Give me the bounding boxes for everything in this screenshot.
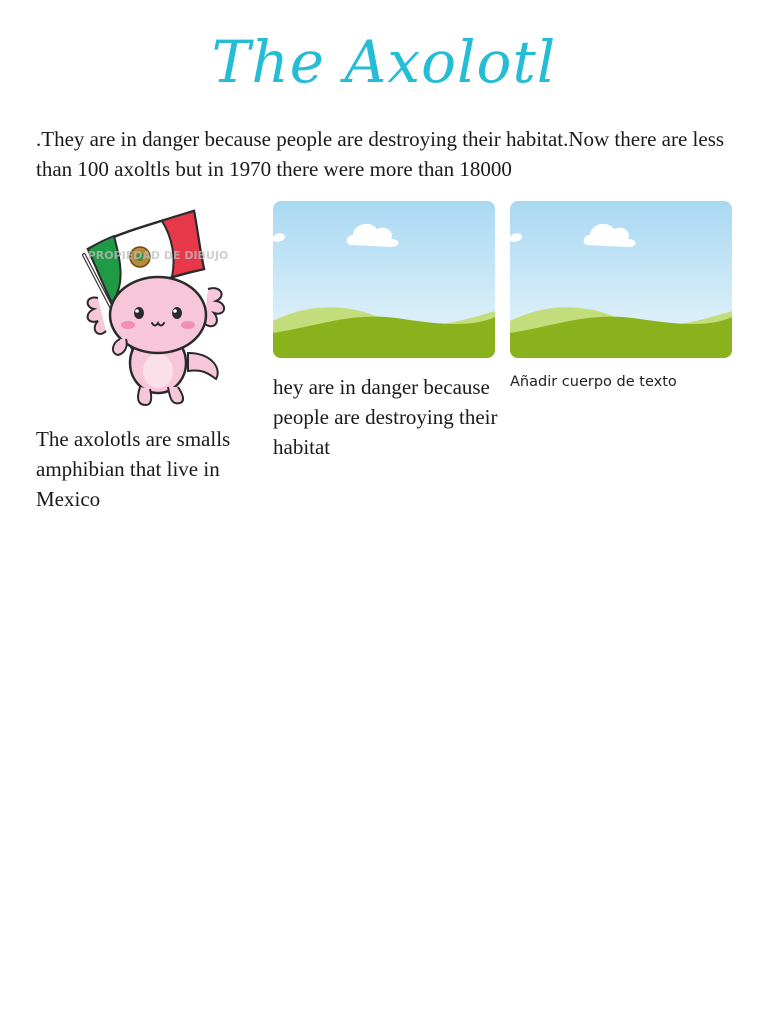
page-title: The Axolotl	[211, 28, 557, 96]
body-text-placeholder[interactable]: Añadir cuerpo de texto	[510, 374, 677, 390]
intro-paragraph: .They are in danger because people are destroying their habitat.Now there are less than 100 axoltls but in 1970 there were more than 18000	[36, 127, 725, 181]
watermark: PROPIEDAD DE DIBUJO	[87, 249, 229, 262]
landscape-placeholder-image-1[interactable]	[273, 201, 495, 358]
caption-danger: hey are in danger because people are destroying their habitat	[273, 375, 498, 459]
landscape-placeholder-image-2[interactable]	[510, 201, 732, 358]
caption-axolotl-description: The axolotls are smalls amphibian that live in Mexico	[36, 427, 231, 511]
axolotl-flag-icon[interactable]	[76, 203, 236, 413]
